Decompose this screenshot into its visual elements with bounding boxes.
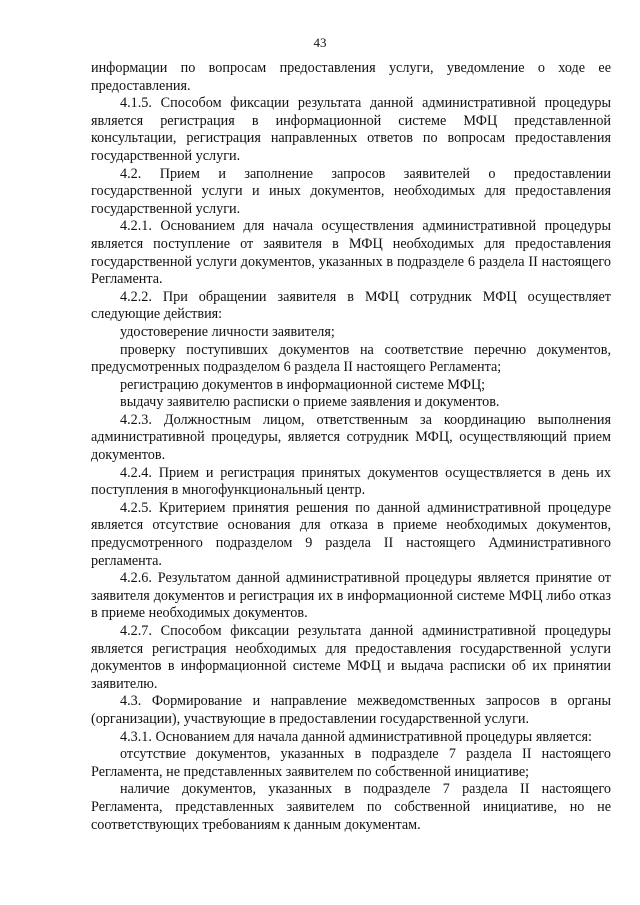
paragraph-4-2-1: 4.2.1. Основанием для начала осуществления административной процедуры является поступление от заявителя в МФЦ необходимых для предоставления государственной услуги документов, указанных в подразделе 6 раздела II настоящего Регламента. [91,218,611,288]
paragraph-4-3: 4.3. Формирование и направление межведомственных запросов в органы (организации), участвующие в предоставлении государственной услуги. [91,693,611,727]
document-body [91,60,611,834]
list-item-registration: регистрацию документов в информационной системе МФЦ; [120,376,486,393]
list-item-presence: наличие документов, указанных в подразделе 7 раздела II настоящего Регламента, представленных заявителем по собственной инициативе, но не соответствующих требованиям к данным документам. [91,781,611,833]
paragraph-4-3-1: 4.3.1. Основанием для начала данной административной процедуры является: [120,728,592,745]
paragraph-4-2-4: 4.2.4. Прием и регистрация принятых документов осуществляется в день их поступления в многофункциональный центр. [91,464,611,499]
paragraph-4-2-7: 4.2.7. Способом фиксации результата данной административной процедуры является регистрация необходимых для предоставления государственной услуги документов в информационной системе МФЦ и выдача расписки об их принятии заявителю. [91,623,611,692]
list-item-receipt: выдачу заявителю расписки о приеме заявления и документов. [120,394,500,411]
paragraph-4-2-5: 4.2.5. Критерием принятия решения по данной административной процедуре является отсутствие основания для отказа в приеме необходимых документов, предусмотренного подразделом 9 раздела II настоящего Административного регламента. [91,499,611,569]
paragraph-4-2-2: 4.2.2. При обращении заявителя в МФЦ сотрудник МФЦ осуществляет следующие действия: [91,288,611,323]
list-item-identity: удостоверение личности заявителя; [120,323,335,340]
list-item-absence: отсутствие документов, указанных в подразделе 7 раздела II настоящего Регламента, не представленных заявителем по собственной инициативе; [91,746,611,780]
paragraph-4-2-3: 4.2.3. Должностным лицом, ответственным за координацию выполнения административной процедуры, является сотрудник МФЦ, осуществляющий прием документов. [91,411,611,464]
paragraph-4-1-5: 4.1.5. Способом фиксации результата данной административной процедуры является регистрация в информационной системе МФЦ представленной консультации, регистрация направленных ответов по вопросам предоставления государственной услуги. [91,95,611,164]
paragraph-4-2: 4.2. Прием и заполнение запросов заявителей о предоставлении государственной услуги и иных документов, необходимых для предоставления государственной услуги. [91,165,611,217]
paragraph-4-2-6: 4.2.6. Результатом данной административной процедуры является принятие от заявителя документов и регистрация их в информационной системе МФЦ либо отказ в приеме необходимых документов. [91,570,611,622]
paragraph-1: информации по вопросам предоставления услуги, уведомление о ходе ее предоставления. [91,60,611,94]
page-number: 43 [313,35,327,50]
list-item-check: проверку поступивших документов на соответствие перечню документов, предусмотренных подразделом 6 раздела II настоящего Регламента; [91,341,611,376]
